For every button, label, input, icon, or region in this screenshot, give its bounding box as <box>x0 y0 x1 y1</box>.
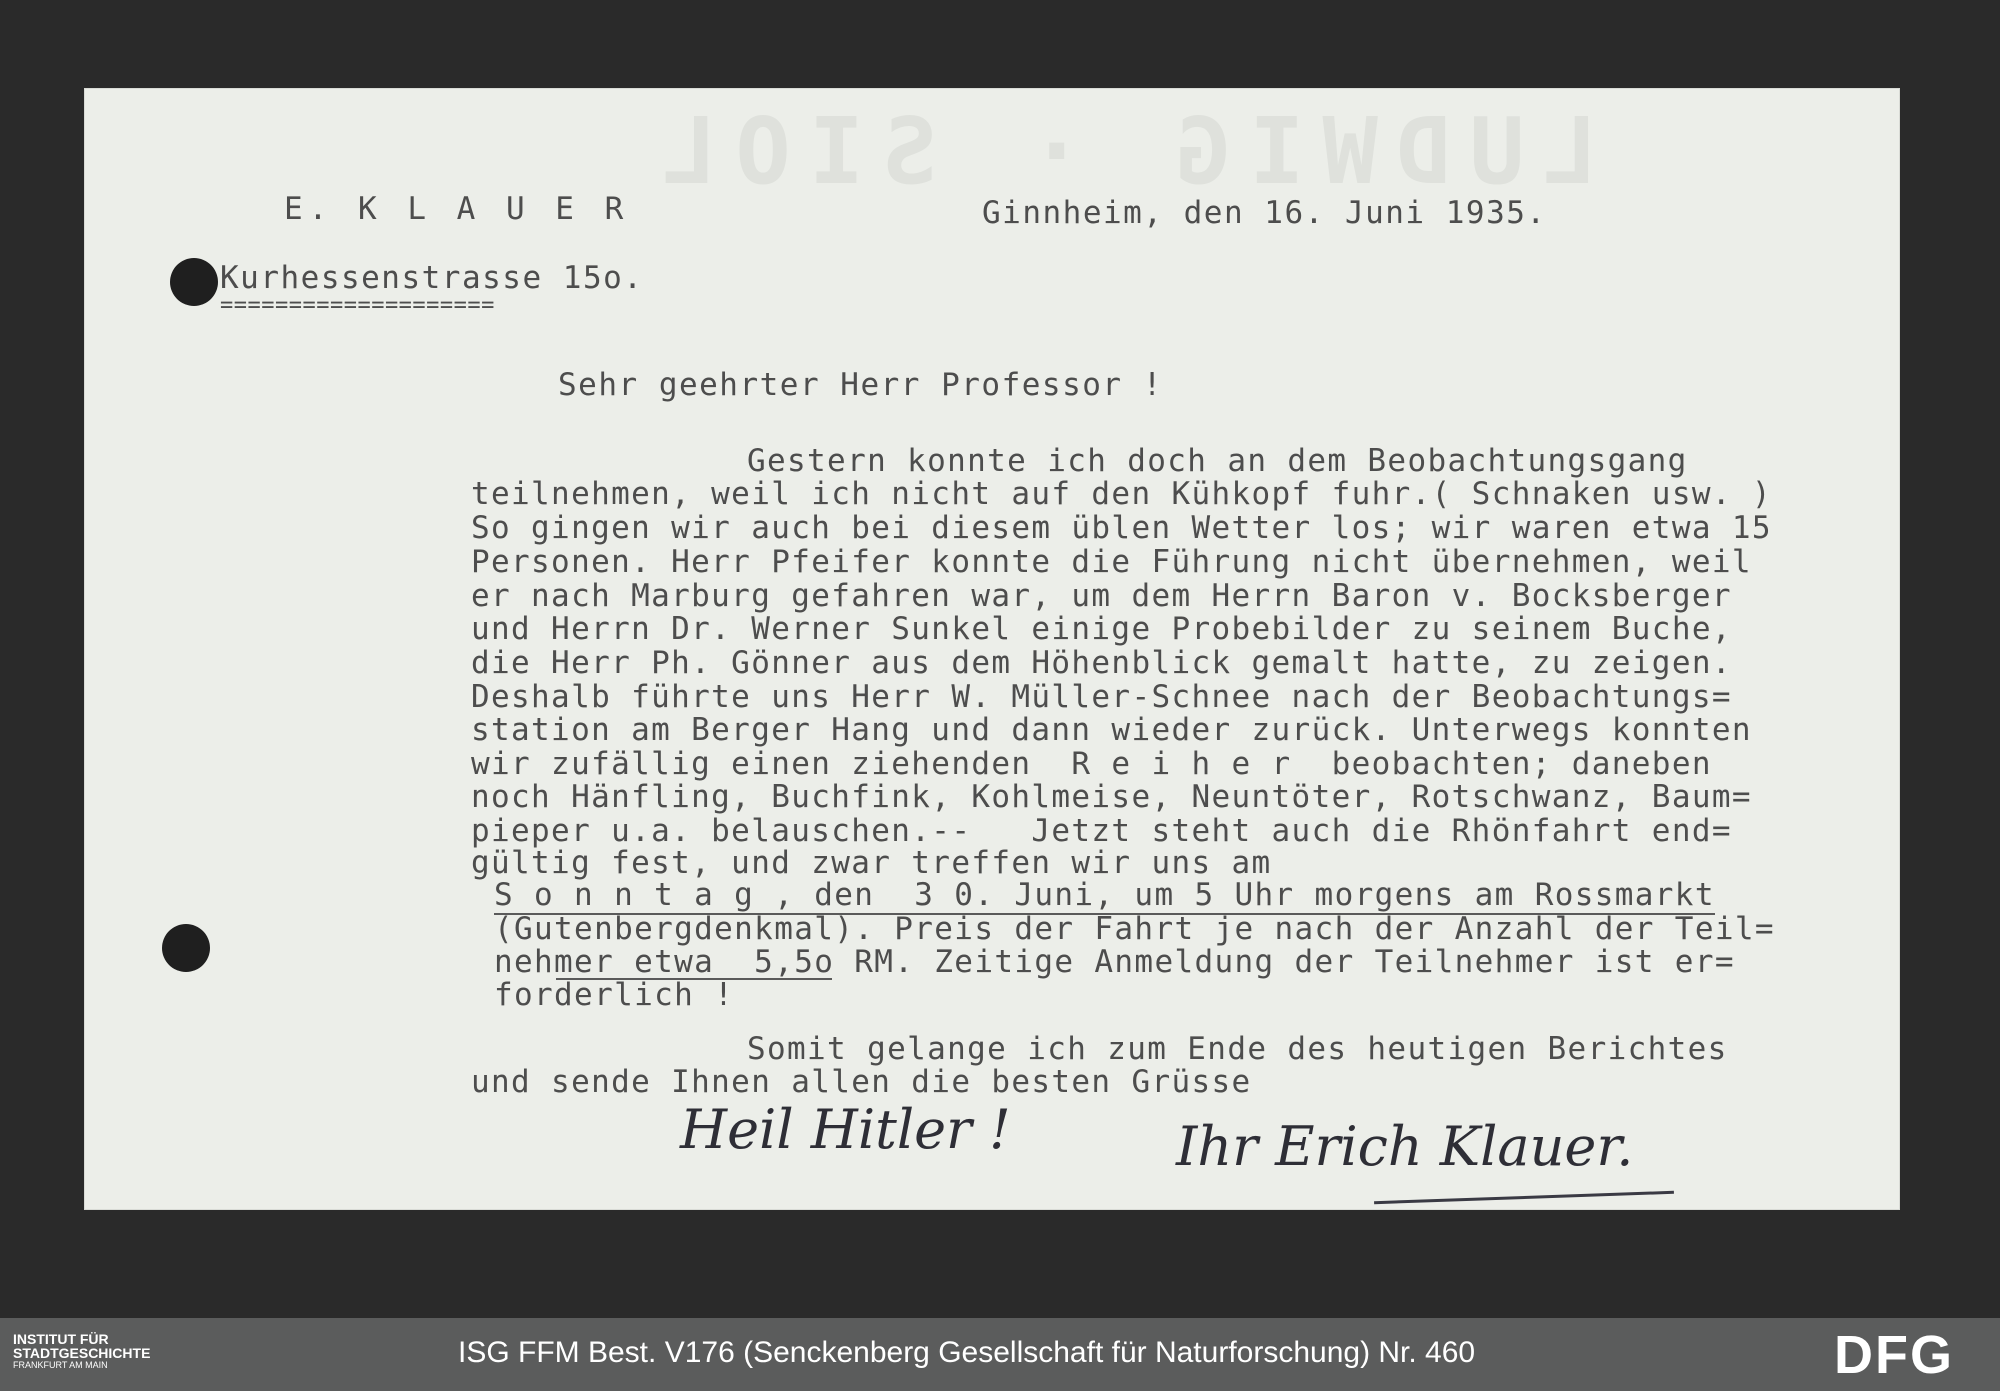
body-line: er nach Marburg gefahren war, um dem Herrn Baron v. Bocksberger <box>471 578 1732 614</box>
body-line: wir zufällig einen ziehenden R e i h e r beobachten; daneben <box>471 746 1712 782</box>
handwritten-greeting: Heil Hitler ! <box>680 1098 1011 1161</box>
body-line: noch Hänfling, Buchfink, Kohlmeise, Neuntöter, Rotschwanz, Baum= <box>471 779 1752 815</box>
body-line: die Herr Ph. Gönner aus dem Höhenblick gemalt hatte, zu zeigen. <box>471 645 1732 681</box>
institution-line: FRANKFURT AM MAIN <box>13 1360 108 1370</box>
body-line: Gestern konnte ich doch an dem Beobachtungsgang <box>747 443 1688 479</box>
sender-street: Kurhessenstrasse 15o. <box>220 260 644 296</box>
punch-hole-top <box>170 258 218 306</box>
body-line: station am Berger Hang und dann wieder zurück. Unterwegs konnten <box>471 712 1752 748</box>
body-line: So gingen wir auch bei diesem üblen Wetter los; wir waren etwa 15 <box>471 510 1772 546</box>
handwritten-signature: Ihr Erich Klauer. <box>1176 1115 1634 1178</box>
salutation: Sehr geehrter Herr Professor ! <box>558 367 1163 403</box>
archive-caption: ISG FFM Best. V176 (Senckenberg Gesellschaft für Naturforschung) Nr. 460 <box>458 1336 1476 1369</box>
body-line: teilnehmen, weil ich nicht auf den Kühkopf fuhr.( Schnaken usw. ) <box>471 476 1772 512</box>
bleed-through-letterhead: LUDWIG · SIOL <box>644 98 1599 205</box>
closing-line: und sende Ihnen allen die besten Grüsse <box>471 1064 1252 1100</box>
institution-line: STADTGESCHICHTE <box>13 1345 151 1361</box>
body-line: Deshalb führte uns Herr W. Müller-Schnee nach der Beobachtungs= <box>471 679 1732 715</box>
institution-logo <box>13 1332 173 1371</box>
institution-line: INSTITUT FÜR <box>13 1331 109 1347</box>
body-line: forderlich ! <box>494 977 735 1013</box>
body-line: pieper u.a. belauschen.-- Jetzt steht auch die Rhönfahrt end= <box>471 813 1732 849</box>
letter-sheet <box>84 88 1900 1210</box>
body-line: und Herrn Dr. Werner Sunkel einige Probebilder zu seinem Buche, <box>471 611 1732 647</box>
punch-hole-bottom <box>162 924 210 972</box>
body-line: (Gutenbergdenkmal). Preis der Fahrt je nach der Anzahl der Teil= <box>494 911 1775 947</box>
signature-flourish <box>1374 1191 1674 1204</box>
body-line: Personen. Herr Pfeifer konnte die Führung nicht übernehmen, weil <box>471 544 1752 580</box>
closing-line: Somit gelange ich zum Ende des heutigen Berichtes <box>747 1031 1728 1067</box>
sender-name: E. K L A U E R <box>284 191 630 227</box>
street-underline: ==================== <box>220 293 495 318</box>
meeting-date-line: S o n n t a g , den 3 0. Juni, um 5 Uhr morgens am Rossmarkt <box>494 877 1715 913</box>
place-date: Ginnheim, den 16. Juni 1935. <box>982 195 1547 231</box>
price-line: nehmer etwa 5,5o RM. Zeitige Anmeldung der Teilnehmer ist er= <box>494 944 1735 980</box>
dfg-logo: DFG <box>1834 1325 1954 1385</box>
archive-footer-bar <box>0 1318 2000 1391</box>
body-line: gültig fest, und zwar treffen wir uns am <box>471 845 1272 881</box>
